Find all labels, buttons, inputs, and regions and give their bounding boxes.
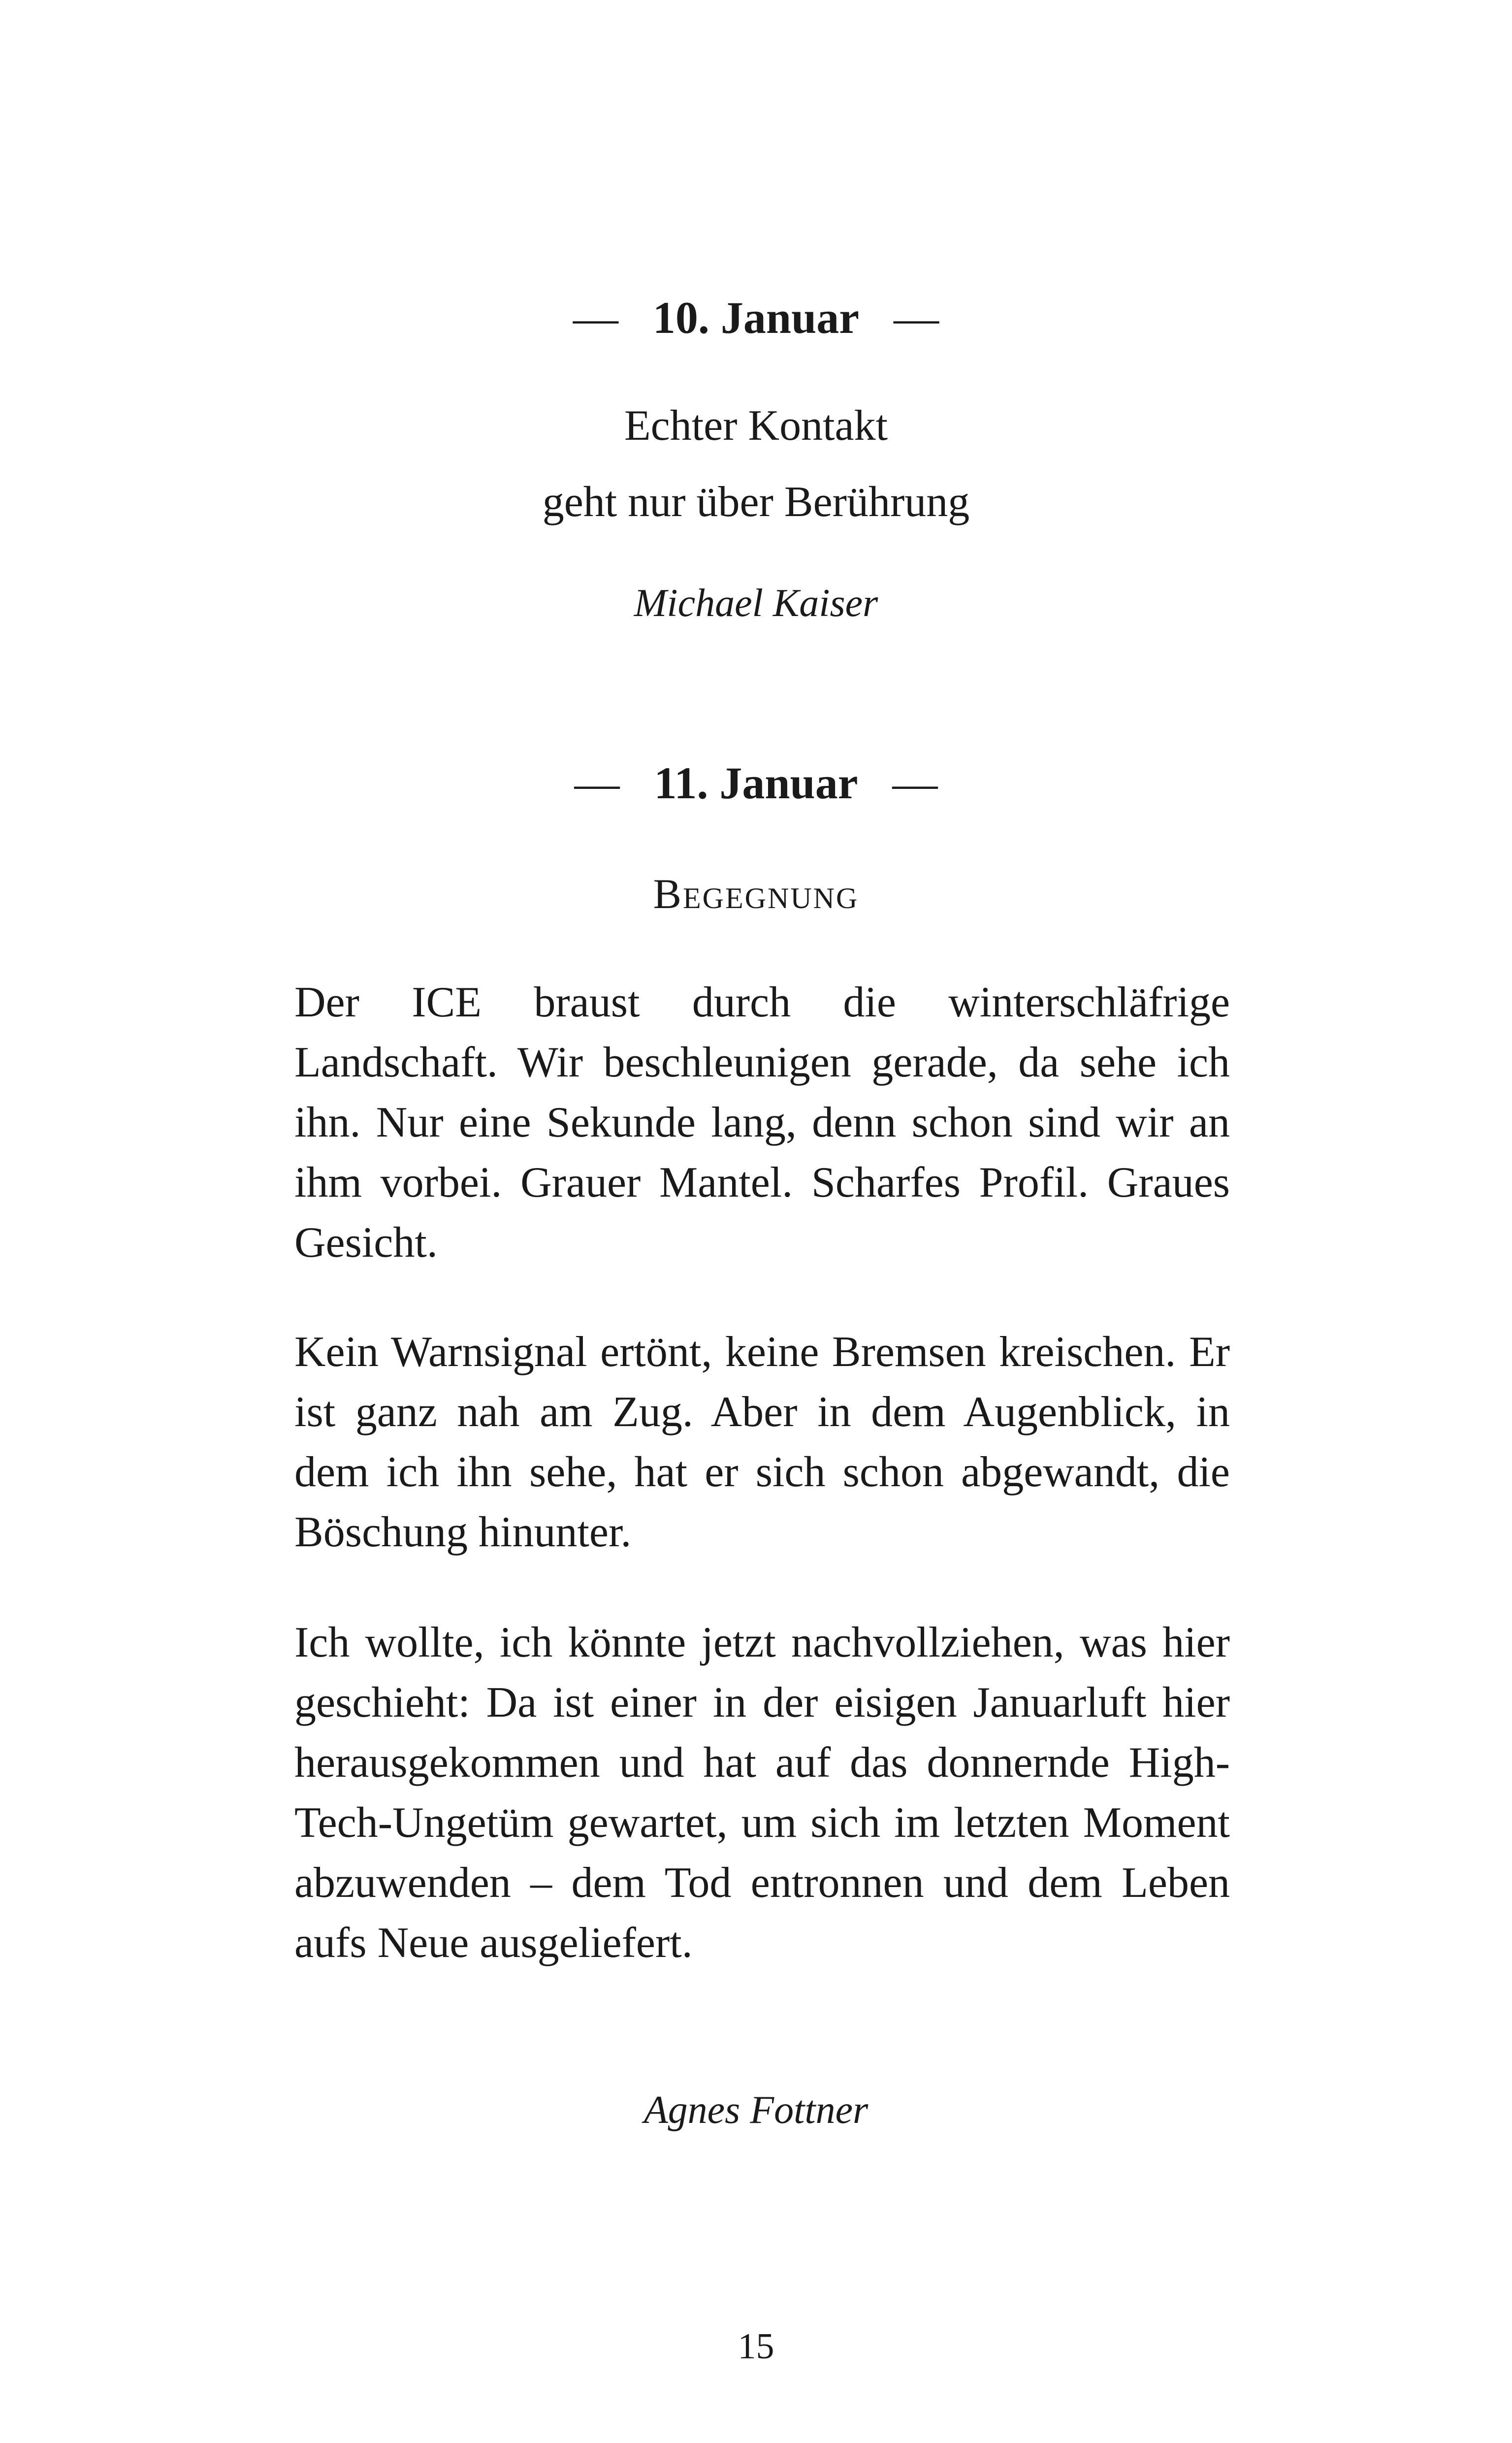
quote-line: Echter Kontakt (624, 402, 888, 450)
body-paragraph: Ich wollte, ich könnte jetzt nachvollziehen, was hier geschieht: Da ist einer in der eisigen Januarluft hier herausgekommen und hat auf das donnernde High-Tech-Ungetüm gewartet, um sich im letzten Moment abzuwenden – dem Tod entronnen und dem Leben aufs Neue ausgeliefert. (294, 1619, 1230, 1967)
entry-date-heading (0, 756, 1512, 810)
heading-dash-right: — (894, 293, 939, 343)
heading-dash-left: — (573, 293, 618, 343)
entry-title: Begegnung (653, 870, 859, 917)
body-paragraph: Der ICE braust durch die winterschläfrige Landschaft. Wir beschleunigen gerade, da sehe ich ihn. Nur eine Sekunde lang, denn schon sind wir an ihm vorbei. Grauer Mantel. Scharfes Profil. Graues Gesicht. (294, 978, 1230, 1267)
body-paragraph: Kein Warnsignal ertönt, keine Bremsen kreischen. Er ist ganz nah am Zug. Aber in dem Augenblick, in dem ich ihn sehe, hat er sich schon abgewandt, die Böschung hinunter. (294, 1328, 1230, 1556)
heading-dash-right: — (892, 758, 938, 808)
entry-date: 11. Januar (654, 758, 858, 808)
heading-dash-left: — (574, 758, 620, 808)
entry-date: 10. Januar (652, 293, 860, 343)
entry-date-heading (0, 291, 1512, 345)
entry-author: Michael Kaiser (634, 582, 878, 625)
quote-line: geht nur über Berührung (542, 478, 970, 526)
entry-author: Agnes Fottner (643, 2088, 869, 2132)
page-number: 15 (738, 2326, 774, 2367)
